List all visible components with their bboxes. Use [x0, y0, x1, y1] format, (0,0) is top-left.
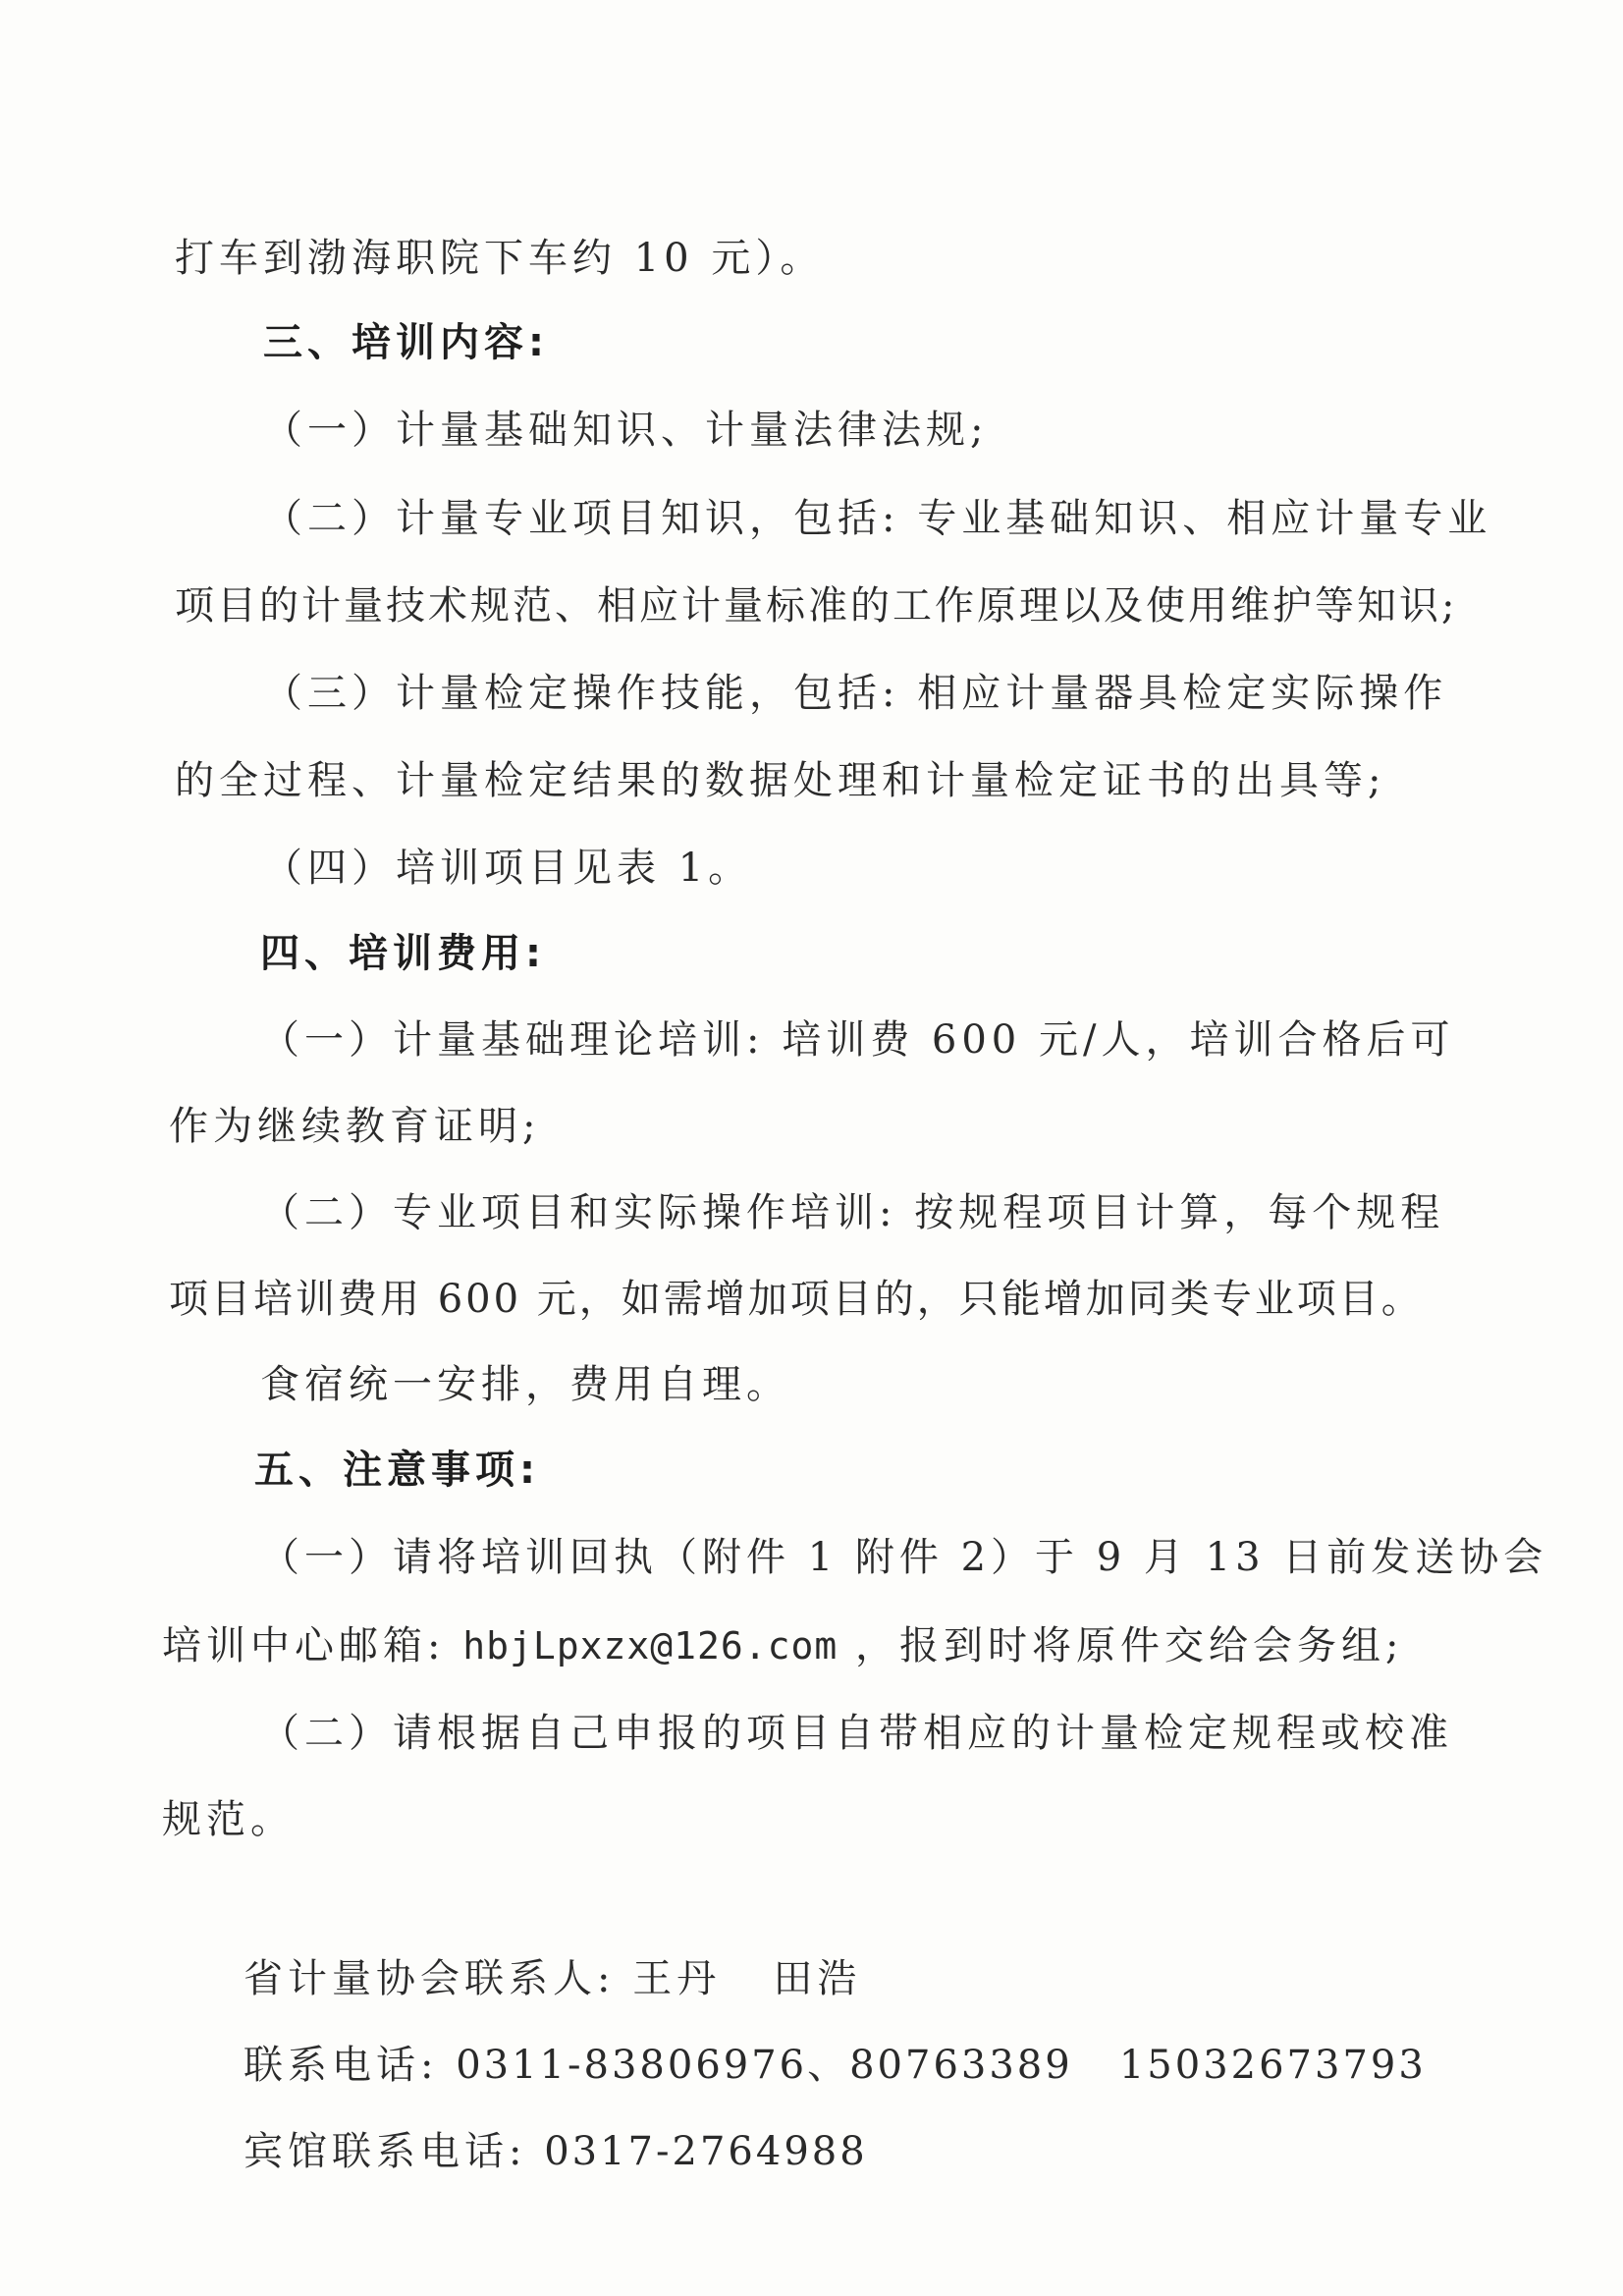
- section-3-item-1: （一）计量基础知识、计量法律法规;: [263, 408, 989, 453]
- email-label: 培训中心邮箱:: [162, 1623, 463, 1668]
- section-5-item-2-line-2: 规范。: [162, 1797, 295, 1842]
- section-3-item-3-line-1: （三）计量检定操作技能，包括: 相应计量器具检定实际操作: [263, 671, 1448, 716]
- section-5-item-2-line-1: （二）请根据自己申报的项目自带相应的计量检定规程或校准: [260, 1711, 1453, 1756]
- intro-tail: 打车到渤海职院下车约 10 元）。: [175, 236, 825, 281]
- section-4-lodging: 食宿统一安排，费用自理。: [260, 1362, 790, 1407]
- section-3-item-4: （四）培训项目见表 1。: [263, 846, 753, 891]
- section-5-item-1-line-2: [162, 1623, 1404, 1668]
- contact-phone-label: 联系电话:: [243, 2043, 457, 2088]
- section-4-item-1-line-1: （一）计量基础理论培训: 培训费 600 元/人，培训合格后可: [260, 1017, 1455, 1063]
- section-4-item-1-line-2: 作为继续教育证明;: [169, 1104, 541, 1149]
- email-line-suffix: ，报到时将原件交给会务组;: [838, 1623, 1404, 1668]
- section-5-item-1-line-1: （一）请将培训回执（附件 1 附件 2）于 9 月 13 日前发送协会: [260, 1535, 1548, 1580]
- section-4-item-2-line-1: （二）专业项目和实际操作培训: 按规程项目计算，每个规程: [260, 1190, 1445, 1235]
- contact-phone-numbers: 0311-83806976、80763389 15032673793: [456, 2043, 1427, 2088]
- section-3-item-2-line-2: 项目的计量技术规范、相应计量标准的工作原理以及使用维护等知识;: [175, 583, 1458, 629]
- section-4-item-2-line-2: 项目培训费用 600 元，如需增加项目的，只能增加同类专业项目。: [169, 1277, 1424, 1322]
- section-4-heading: 四、培训费用:: [260, 931, 546, 976]
- section-3-item-3-line-2: 的全过程、计量检定结果的数据处理和计量检定证书的出具等;: [175, 758, 1386, 803]
- association-contact-names: 王丹 田浩: [632, 1956, 862, 2001]
- hotel-phone-label: 宾馆联系电话:: [243, 2129, 545, 2174]
- section-3-heading: 三、培训内容:: [263, 320, 549, 365]
- hotel-phone: [243, 2129, 868, 2174]
- association-contact: [243, 1956, 862, 2001]
- association-contact-label: 省计量协会联系人:: [243, 1956, 633, 2001]
- email-address: hbjLpxzx@126.com: [462, 1624, 839, 1667]
- contact-phone: [243, 2043, 1427, 2088]
- section-5-heading: 五、注意事项:: [254, 1448, 540, 1493]
- hotel-phone-number: 0317-2764988: [544, 2129, 868, 2174]
- section-3-item-2-line-1: （二）计量专业项目知识，包括: 专业基础知识、相应计量专业: [263, 496, 1492, 541]
